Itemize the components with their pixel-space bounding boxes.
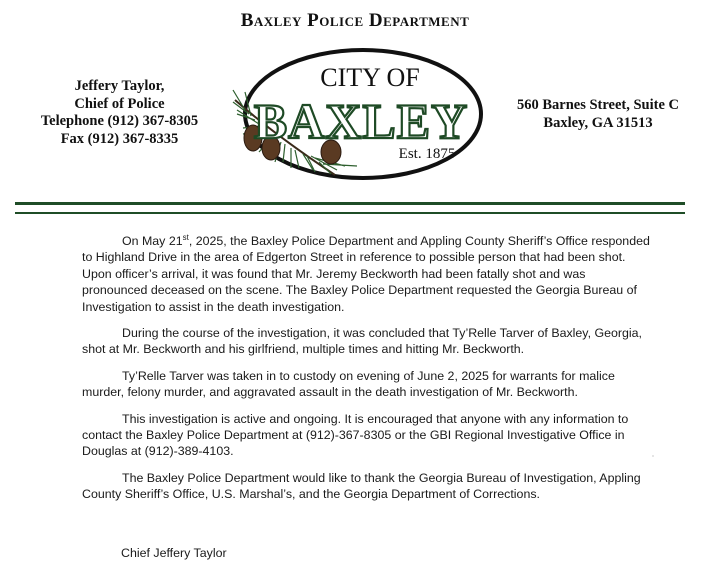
paragraph-1-rest: , 2025, the Baxley Police Department and Appling County Sheriff’s Office responded to Highland Drive in the area of Edgerton Street in reference to possible person that had been shot. Upon officer’s arrival, it was found that Mr. Jeremy Beckworth had been fatally shot and was pronounced deceased on the scene. The Baxley Police Department requested the Georgia Bureau of Investigation to assist in the death investigation. [82, 234, 650, 314]
chief-contact-block [22, 78, 217, 148]
signature: Chief Jeffery Taylor [121, 546, 227, 560]
paragraph-3: Ty’Relle Tarver was taken in to custody on evening of June 2, 2025 for warrants for malice murder, felony murder, and aggravated assault in the death investigation of Mr. Beckworth. [82, 368, 615, 400]
logo-city-of: CITY OF [320, 63, 420, 92]
address-block [498, 96, 698, 132]
chief-title: Chief of Police [74, 95, 165, 112]
header-rule-top [15, 202, 685, 205]
paragraph-1 [82, 233, 654, 315]
header-rule-bottom [15, 212, 685, 214]
department-title: Baxley Police Department [240, 10, 470, 31]
fax-number: Fax (912) 367-8335 [60, 130, 179, 147]
scan-speck [652, 455, 654, 457]
paragraph-2: During the course of the investigation, it was concluded that Ty’Relle Tarver of Baxley, Georgia, shot at Mr. Beckworth and his girlfriend, multiple times and hitting Mr. Beckworth. [82, 326, 642, 357]
ordinal-suffix: st [182, 232, 189, 242]
telephone-number: Telephone (912) 367-8305 [40, 113, 199, 129]
logo-baxley: BAXLEY [253, 93, 469, 149]
city-of-baxley-logo [215, 40, 495, 195]
city-state-zip: Baxley, GA 31513 [543, 115, 653, 131]
paragraph-5: The Baxley Police Department would like to thank the Georgia Bureau of Investigation, Appling County Sheriff’s Office, U.S. Marshal’s, and the Georgia Department of Corrections. [82, 470, 641, 502]
press-release-body [82, 233, 654, 513]
street-address: 560 Barnes Street, Suite C [516, 97, 680, 113]
paragraph-4: This investigation is active and ongoing. It is encouraged that anyone with any information to contact the Baxley Police Department at (912)-367-8305 or the GBI Regional Investigative Office in Douglas at (912)-389-4103. [82, 411, 629, 459]
paragraph-1-start: On May 21 [122, 234, 183, 248]
logo-established: Est. 1875 [398, 146, 456, 162]
chief-name: Jeffery Taylor, [74, 78, 165, 94]
